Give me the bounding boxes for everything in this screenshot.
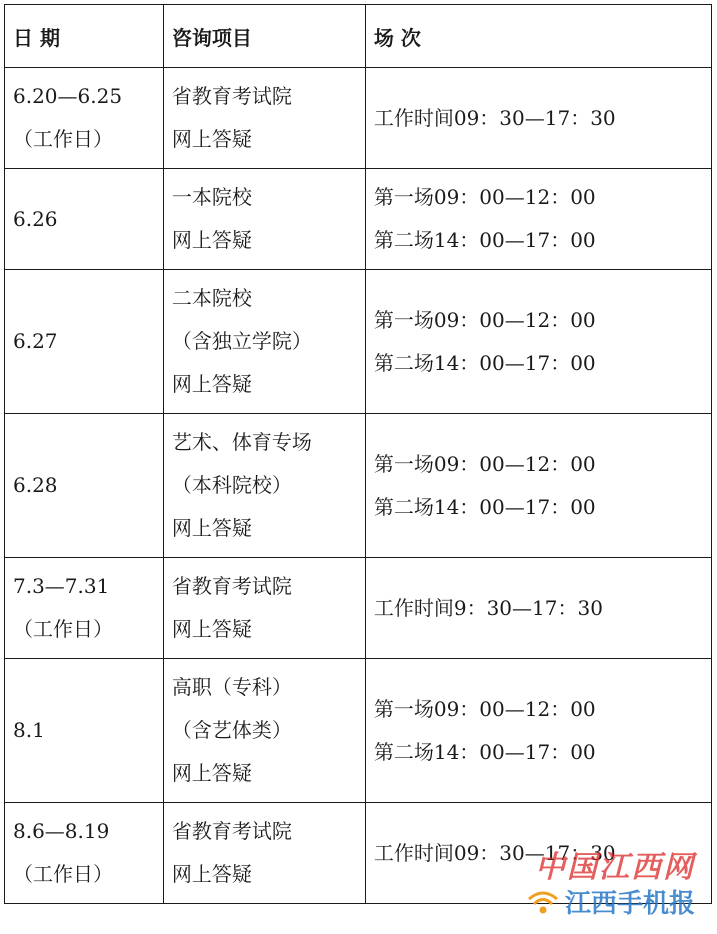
session-line: 工作时间09：30—17：30 xyxy=(373,105,616,130)
session-line: 工作时间09：30—17：30 xyxy=(373,840,616,865)
session-cell xyxy=(365,414,711,558)
header-row xyxy=(5,5,712,68)
date-cell xyxy=(5,270,164,414)
item-line: 网上答疑 xyxy=(171,617,252,641)
session-line: 第一场09：00—12：00 xyxy=(373,307,596,332)
item-line: 省教育考试院 xyxy=(171,84,292,108)
item-cell xyxy=(163,558,365,659)
table-row xyxy=(5,270,712,414)
item-cell xyxy=(163,414,365,558)
date-line: （工作日） xyxy=(13,127,113,151)
item-cell xyxy=(163,68,365,169)
date-cell xyxy=(5,169,164,270)
item-line: （含独立学院） xyxy=(171,329,312,353)
session-cell xyxy=(365,68,711,169)
header-item: 咨询项目 xyxy=(163,5,365,68)
date-line: 6.28 xyxy=(13,473,58,497)
table-row xyxy=(5,558,712,659)
date-cell xyxy=(5,659,164,803)
item-line: 一本院校 xyxy=(171,185,252,209)
date-cell xyxy=(5,803,164,904)
item-line: 高职（专科） xyxy=(171,675,292,699)
session-line: 第一场09：00—12：00 xyxy=(373,185,596,209)
item-line: 省教育考试院 xyxy=(171,819,292,843)
date-cell xyxy=(5,414,164,558)
item-line: 网上答疑 xyxy=(171,761,252,785)
watermark-top-text: 中国江西网 xyxy=(535,850,695,885)
watermark-logo xyxy=(485,842,695,920)
item-line: 二本院校 xyxy=(171,286,252,310)
item-line: 艺术、体育专场 xyxy=(171,430,312,454)
date-line: 6.20—6.25 xyxy=(13,84,123,108)
session-line: 第二场14：00—17：00 xyxy=(373,228,596,252)
item-line: 省教育考试院 xyxy=(171,574,292,598)
session-cell xyxy=(365,558,711,659)
session-cell xyxy=(365,270,711,414)
date-line: 8.1 xyxy=(13,718,45,742)
session-line: 第二场14：00—17：00 xyxy=(373,739,596,764)
date-cell xyxy=(5,558,164,659)
wifi-signal-icon xyxy=(525,889,561,915)
date-line: 7.3—7.31 xyxy=(13,574,110,598)
session-line: 第一场09：00—12：00 xyxy=(373,451,596,476)
schedule-table xyxy=(4,4,712,904)
table-row xyxy=(5,169,712,270)
session-cell xyxy=(365,169,711,270)
session-line: 第一场09：00—12：00 xyxy=(373,696,596,721)
item-cell xyxy=(163,270,365,414)
date-line: （工作日） xyxy=(13,862,113,886)
watermark-bottom xyxy=(525,883,695,920)
item-cell xyxy=(163,659,365,803)
watermark-bottom-text: 江西手机报 xyxy=(564,889,695,919)
table-row xyxy=(5,659,712,803)
table-row xyxy=(5,414,712,558)
item-line: 网上答疑 xyxy=(171,862,252,886)
table-row xyxy=(5,68,712,169)
header-session: 场 次 xyxy=(365,5,711,68)
item-line: （本科院校） xyxy=(171,473,292,497)
item-line: 网上答疑 xyxy=(171,127,252,151)
date-line: 6.26 xyxy=(13,206,58,231)
item-line: 网上答疑 xyxy=(171,516,252,540)
session-line: 第二场14：00—17：00 xyxy=(373,350,596,375)
date-line: 8.6—8.19 xyxy=(13,819,110,843)
item-line: 网上答疑 xyxy=(171,372,252,396)
date-line: （工作日） xyxy=(13,617,113,641)
item-cell xyxy=(163,803,365,904)
date-cell xyxy=(5,68,164,169)
session-line: 工作时间9：30—17：30 xyxy=(373,595,603,620)
item-line: 网上答疑 xyxy=(171,228,252,252)
header-date: 日 期 xyxy=(5,5,164,68)
session-line: 第二场14：00—17：00 xyxy=(373,494,596,519)
session-cell xyxy=(365,659,711,803)
date-line: 6.27 xyxy=(13,329,58,353)
item-cell xyxy=(163,169,365,270)
item-line: （含艺体类） xyxy=(171,718,292,742)
